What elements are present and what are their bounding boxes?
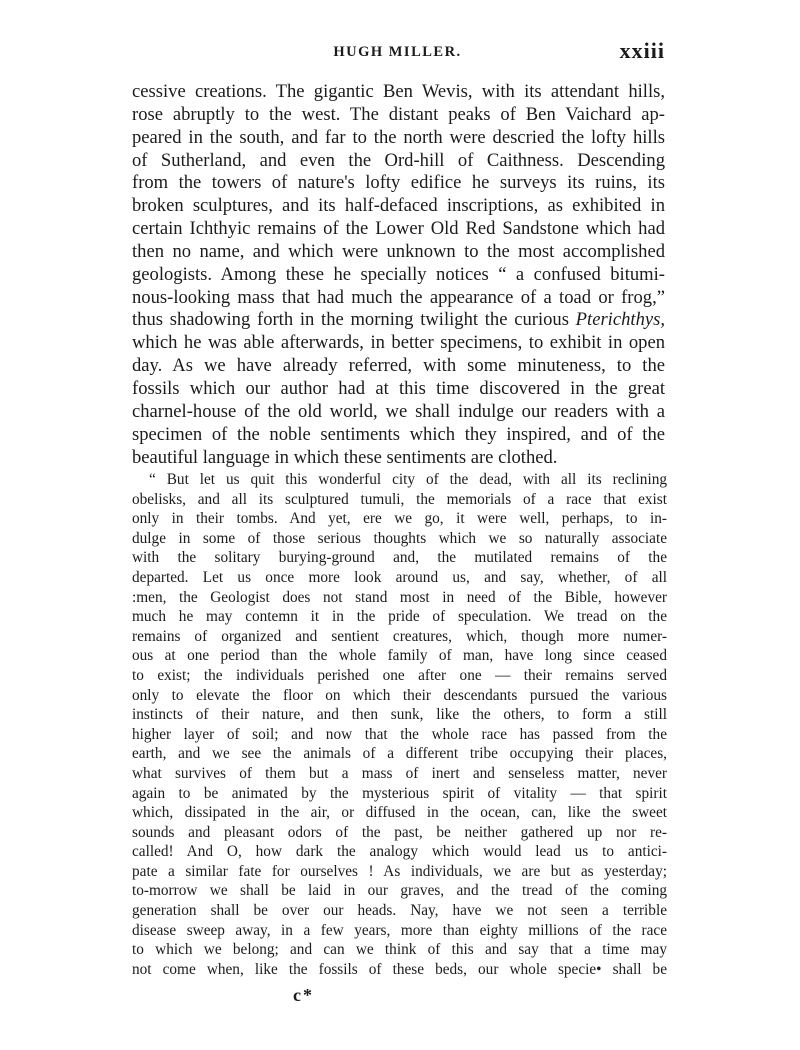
quote-line: ous at one period than the whole family of man, have long since ceased [132,647,667,665]
quote-line: higher layer of soil; and now that the whole race has passed from the [132,725,667,743]
quote-line: remains of organized and sentient creatures, which, though more numer- [132,627,667,645]
quote-line: :men, the Geologist does not stand most in need of the Bible, however [132,588,667,606]
quote-line: dulge in some of those serious thoughts which we so naturally associate [132,529,667,547]
quote-line: which, dissipated in the air, or diffused in the ocean, can, like the sweet [132,804,667,822]
paragraph-line: fossils which our author had at this time discovered in the great [132,377,665,399]
paragraph-line: day. As we have already referred, with some minuteness, to the [132,355,665,377]
quote-line: to which we belong; and can we think of this and say that a time may [132,941,667,959]
paragraph-line: geologists. Among these he specially notices “ a confused bitumi- [132,263,665,285]
paragraph-line: of Sutherland, and even the Ord-hill of Caithness. Descending [132,149,665,171]
quote-line: sounds and pleasant odors of the past, be neither gathered up nor re- [132,823,667,841]
quote-line: only to elevate the floor on which their descendants pursued the various [132,686,667,704]
quote-line: with the solitary burying-ground and, the mutilated remains of the [132,549,667,567]
quote-line: again to be animated by the mysterious spirit of vitality — that spirit [132,784,667,802]
paragraph-line: charnel-house of the old world, we shall indulge our readers with a [132,400,665,422]
quote-line: to-morrow we shall be laid in our graves, and the tread of the coming [132,882,667,900]
paragraph-line: from the towers of nature's lofty edifice he surveys its ruins, its [132,172,665,194]
quote-line: departed. Let us once more look around us, and say, whether, of all [132,568,667,586]
paragraph-line-text: thus shadowing forth in the morning twilight the curious [132,309,576,331]
main-paragraph [132,81,665,469]
quote-line: to exist; the individuals perished one after one — their remains served [132,666,667,684]
quote-line: disease sweep away, in a few years, more than eighty millions of the race [132,921,667,939]
quote-line: “ But let us quit this wonderful city of the dead, with all its reclining [149,471,667,488]
quote-line: only in their tombs. And yet, ere we go, it were well, perhaps, to in- [132,510,667,528]
quote-line: obelisks, and all its sculptured tumuli, the memorials of a race that exist [132,490,667,508]
paragraph-line-with-italic [132,309,665,332]
quote-line: not come when, like the fossils of these beds, our whole specie• shall be [132,960,667,978]
paragraph-line: nous-looking mass that had much the appearance of a toad or frog,” [132,286,665,308]
block-quote [132,470,667,979]
paragraph-line: which he was able afterwards, in better specimens, to exhibit in open [132,332,665,354]
signature-mark: c* [293,985,314,1005]
paragraph-line: broken sculptures, and its half-defaced inscriptions, as exhibited in [132,195,665,217]
running-head: HUGH MILLER. [333,44,462,60]
quote-line: what survives of them but a mass of inert and senseless matter, never [132,764,667,782]
paragraph-line: peared in the south, and far to the north were descried the lofty hills [132,126,665,148]
paragraph-line: certain Ichthyic remains of the Lower Old Red Sandstone which had [132,218,665,240]
paragraph-line: cessive creations. The gigantic Ben Wevis, with its attendant hills, [132,81,665,102]
quote-line: instincts of their nature, and then sunk, like the others, to form a still [132,706,667,724]
paragraph-line: beautiful language in which these sentiments are clothed. [132,446,558,468]
quote-line: generation shall be over our heads. Nay, have we not seen a terrible [132,902,667,920]
quote-line: much he may contemn it in the pride of speculation. We tread on the [132,608,667,626]
page-number: xxiii [619,38,665,63]
quote-line: earth, and we see the animals of a different tribe occupying their places, [132,745,667,763]
page-header [130,40,665,70]
paragraph-line: specimen of the noble sentiments which they inspired, and of the [132,423,665,445]
italic-term: Pterichthys, [575,309,665,331]
paragraph-line: then no name, and which were unknown to the most accomplished [132,240,665,262]
quote-line: pate a similar fate for ourselves ! As individuals, we are but as yesterday; [132,862,667,880]
quote-line: called! And O, how dark the analogy which would lead us to antici- [132,843,667,861]
paragraph-line: rose abruptly to the west. The distant peaks of Ben Vaichard ap- [132,103,665,125]
